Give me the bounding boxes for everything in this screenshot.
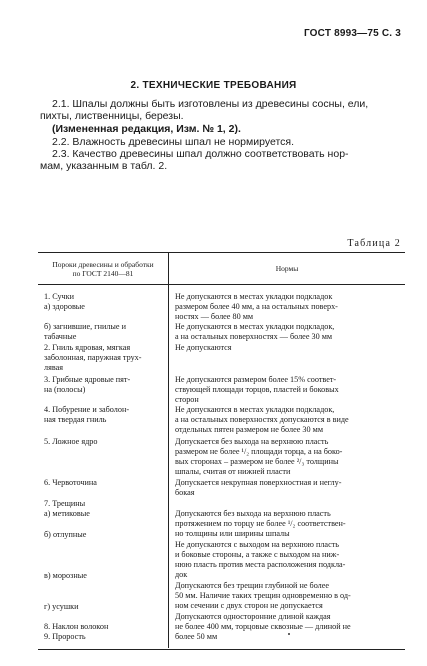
norm-line-15: вых сторонах – размером не более ²/₃ толщины — [175, 457, 339, 466]
norm-line-14: размером не более ¹/₂ площади торца, а на боко- — [175, 447, 343, 456]
norm-line-8: ствующей площади торцов, пластей и боковых — [175, 385, 339, 394]
norm-line-9: сторон — [175, 395, 199, 404]
paragraph-2-3-line-1: 2.3. Качество древесины шпал должно соответствовать нор- — [52, 148, 349, 160]
paragraph-2-1-line-2: пихты, лиственницы, березы. — [40, 110, 184, 122]
norm-line-17: Допускается некрупная поверхностная и неглу- — [175, 478, 342, 487]
norm-line-10: Не допускаются в местах укладки подкладок, — [175, 405, 335, 414]
defect-7: 7. Трещины — [44, 499, 86, 508]
norm-line-31: более 50 мм — [175, 632, 218, 641]
defect-2-line-1: 2. Гниль ядровая, мягкая — [44, 343, 131, 352]
scan-speck — [288, 633, 290, 635]
defect-7g: г) усушки — [44, 602, 79, 611]
column-header-norms: Нормы — [275, 264, 299, 273]
defect-3-line-2: на (полосы) — [44, 385, 86, 394]
defect-7b: б) отлупные — [44, 530, 87, 539]
norm-line-30: не более 400 мм, торцовые сквозные — длиной не — [175, 622, 351, 631]
defect-1b-line-2: табачные — [44, 332, 77, 341]
page-number: ГОСТ 8993—75 С. 3 — [303, 28, 401, 39]
defect-2-line-2: заболонная, паружная трух- — [44, 353, 142, 362]
column-header-defects — [40, 260, 166, 278]
defect-4-line-2: ная твердая гниль — [44, 415, 107, 424]
defect-7a: а) метиковые — [44, 509, 90, 518]
norm-line-6: Не допускаются — [175, 343, 232, 352]
defect-5: 5. Ложное ядро — [44, 437, 98, 446]
defect-4-line-1: 4. Побурение и заболон- — [44, 405, 130, 414]
defect-1a: а) здоровые — [44, 302, 85, 311]
norm-line-29: Допускаются односторонние длиной каждая — [175, 612, 331, 621]
norm-line-19: Допускаются без выхода на верхнюю пласть — [175, 509, 331, 518]
defect-6: 6. Червоточина — [44, 478, 97, 487]
norm-line-21: но толщины или ширины шпалы — [175, 529, 290, 538]
table-caption: Таблица 2 — [347, 238, 401, 249]
defect-7v: в) морозные — [44, 571, 87, 580]
norm-line-18: бокая — [175, 488, 195, 497]
norm-line-20: протяжением по торцу не более ¹/₂ соответствен- — [175, 519, 346, 528]
norm-line-16: шпалы, считая от нижней пласти — [175, 467, 291, 476]
norm-line-23: и боковые стороны, а также с выходом на ниж- — [175, 550, 340, 559]
norm-line-5: а на остальных поверхностях — более 30 мм — [175, 332, 333, 341]
norm-line-13: Допускается без выхода на верхнюю пласть — [175, 437, 329, 446]
norm-line-12: отдельных пятен размером не более 30 мм — [175, 425, 324, 434]
defect-1b-line-1: б) загнившие, гнилые и — [44, 322, 126, 331]
norm-line-7: Не допускаются размером более 15% соответ- — [175, 375, 337, 384]
defect-2-line-3: лявая — [44, 363, 64, 372]
norm-line-1: Не допускаются в местах укладки подкладок — [175, 292, 333, 301]
norm-line-27: 50 мм. Наличие таких трещин одновременно в од- — [175, 591, 351, 600]
defect-3-line-1: 3. Грибные ядровые пят- — [44, 375, 131, 384]
norm-line-26: Допускаются без трещин глубиной не более — [175, 581, 330, 590]
defect-1: 1. Сучки — [44, 292, 75, 301]
section-heading: 2. ТЕХНИЧЕСКИЕ ТРЕБОВАНИЯ — [130, 80, 297, 91]
norm-line-11: а на остальных поверхностях допускаются в виде — [175, 415, 349, 424]
defect-8: 8. Наклон волокон — [44, 622, 109, 631]
table-header-divider — [38, 284, 405, 285]
paragraph-2-2: 2.2. Влажность древесины шпал не нормируется. — [52, 136, 294, 148]
norm-line-24: нюю пласть против места расположения подкла- — [175, 560, 346, 569]
norm-line-2: размером более 40 мм, а на остальных поверх- — [175, 302, 338, 311]
norm-line-25: док — [175, 570, 188, 579]
column-header-defects-line-2: по ГОСТ 2140—81 — [72, 269, 134, 278]
amendment-note: (Измененная редакция, Изм. № 1, 2). — [52, 123, 241, 135]
column-header-defects-line-1: Пороки древесины и обработки — [52, 260, 154, 269]
table-column-divider — [168, 252, 169, 648]
norm-line-28: ном сечении с двух сторон не допускается — [175, 601, 323, 610]
defect-9: 9. Прорость — [44, 632, 86, 641]
paragraph-2-1-line-1: 2.1. Шпалы должны быть изготовлены из древесины сосны, ели, — [52, 98, 369, 110]
norm-line-4: Не допускаются в местах укладки подкладок, — [175, 322, 335, 331]
norm-line-22: Не допускаются с выходом на верхнюю пласть — [175, 540, 340, 549]
norm-line-3: ностях — более 80 мм — [175, 312, 254, 321]
paragraph-2-3-line-2: мам, указанным в табл. 2. — [40, 160, 168, 172]
